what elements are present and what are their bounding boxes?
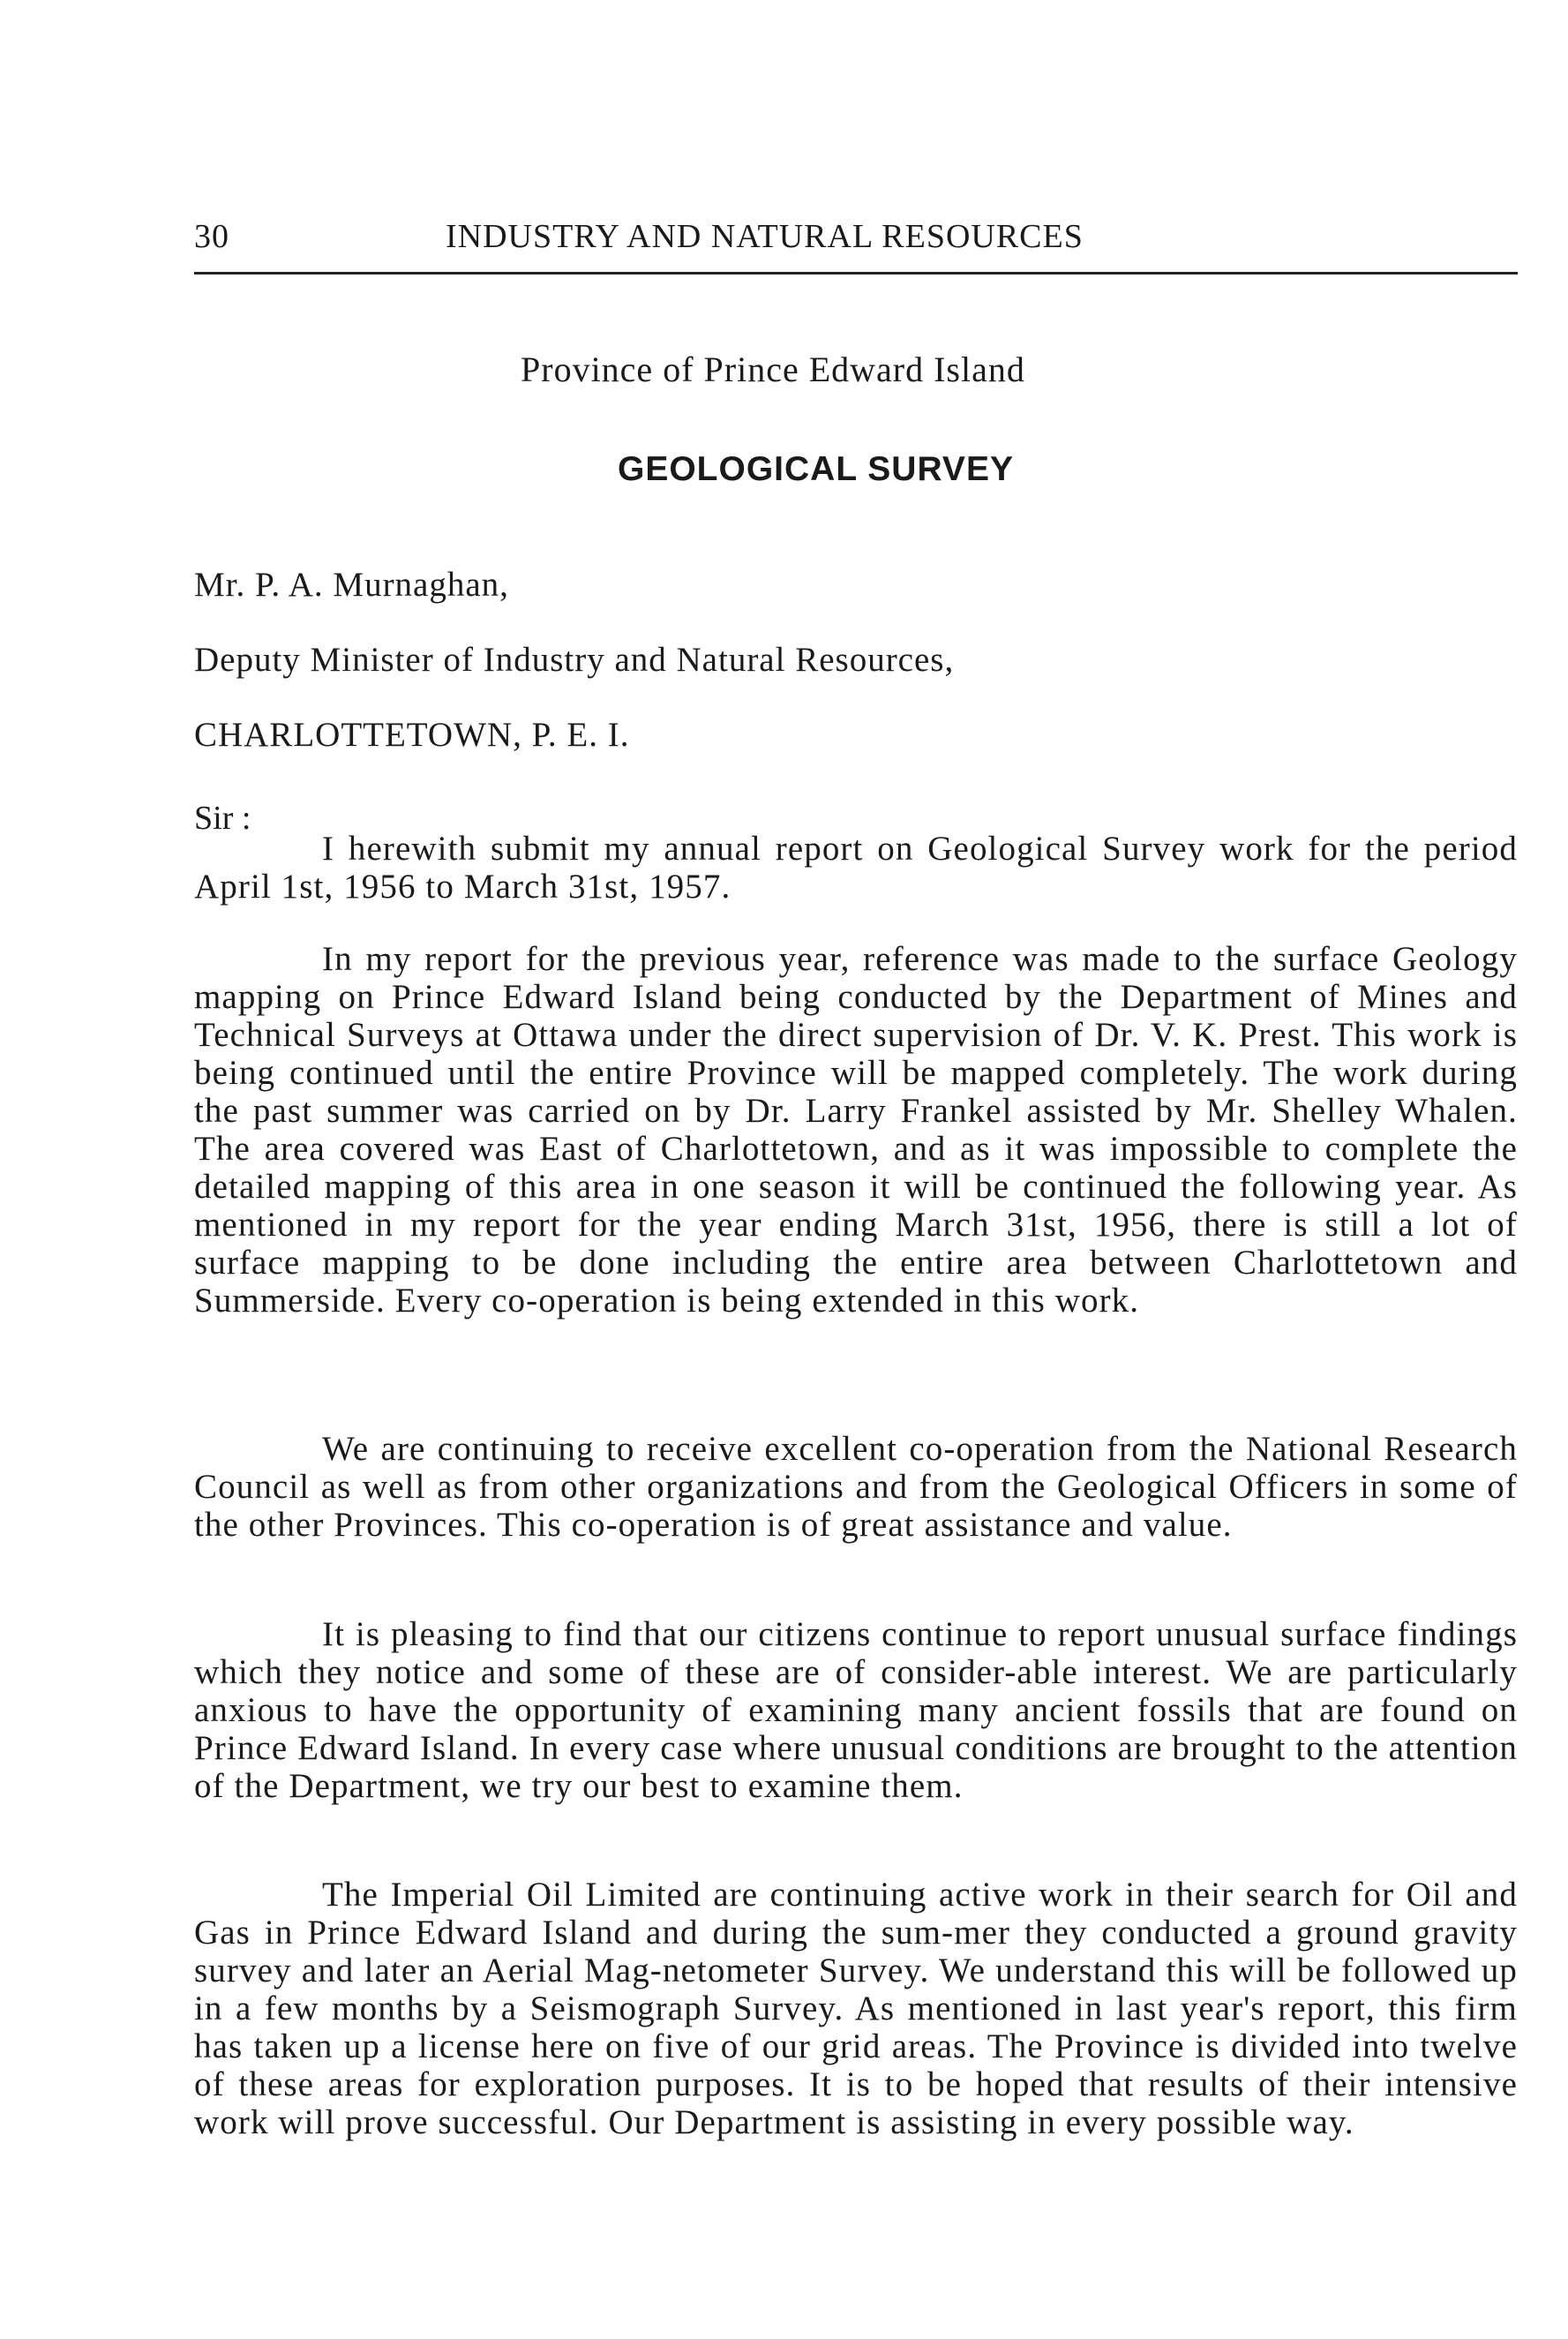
paragraph-intro <box>194 830 1518 906</box>
paragraph-citizen-findings <box>194 1615 1518 1805</box>
running-title: INDUSTRY AND NATURAL RESOURCES <box>446 218 1084 255</box>
paragraph: I herewith submit my annual report on Geological Survey work for the period April 1st, 1956 to March 31st, 1957. <box>194 830 1518 906</box>
running-head-container <box>194 212 1518 275</box>
paragraph: We are continuing to receive excellent co-operation from the National Research Council as well as from other organizations and from the Geological Officers in some of the other Provinces. This co-operation is of great assistance and value. <box>194 1430 1518 1544</box>
paragraph-cooperation <box>194 1430 1518 1544</box>
addressee-title: Deputy Minister of Industry and Natural Resources, <box>194 641 955 679</box>
addressee-city: CHARLOTTETOWN, P. E. I. <box>194 716 630 754</box>
province-line: Province of Prince Edward Island <box>521 350 1025 389</box>
paragraph-imperial-oil <box>194 1876 1518 2141</box>
page-number: 30 <box>194 218 229 255</box>
running-head <box>194 212 1518 275</box>
section-heading: GEOLOGICAL SURVEY <box>618 450 1014 488</box>
addressee-name: Mr. P. A. Murnaghan, <box>194 566 509 604</box>
paragraph: The Imperial Oil Limited are continuing active work in their search for Oil and Gas in Prince Edward Island and during the sum-mer they conducted a ground gravity survey and later an Aerial Mag-netometer Survey. We understand this will be followed up in a few months by a Seismograph Survey. As mentioned in last year's report, this firm has taken up a license here on five of our grid areas. The Province is divided into twelve of these areas for exploration purposes. It is to be hoped that results of their intensive work will prove successful. Our Department is assisting in every possible way. <box>194 1876 1518 2141</box>
paragraph-surface-mapping <box>194 940 1518 1320</box>
paragraph: It is pleasing to find that our citizens continue to report unusual surface findings which they notice and some of these are of consider-able interest. We are particularly anxious to have the opportunity of examining many ancient fossils that are found on Prince Edward Island. In every case where unusual conditions are brought to the attention of the Department, we try our best to examine them. <box>194 1615 1518 1805</box>
paragraph: In my report for the previous year, reference was made to the surface Geology mapping on Prince Edward Island being conducted by the Department of Mines and Technical Surveys at Ottawa under the direct supervision of Dr. V. K. Prest. This work is being continued until the entire Province will be mapped completely. The work during the past summer was carried on by Dr. Larry Frankel assisted by Mr. Shelley Whalen. The area covered was East of Charlottetown, and as it was impossible to complete the detailed mapping of this area in one season it will be continued the following year. As mentioned in my report for the year ending March 31st, 1956, there is still a lot of surface mapping to be done including the entire area between Charlottetown and Summerside. Every co-operation is being extended in this work. <box>194 940 1518 1320</box>
salutation: Sir : <box>194 800 251 837</box>
